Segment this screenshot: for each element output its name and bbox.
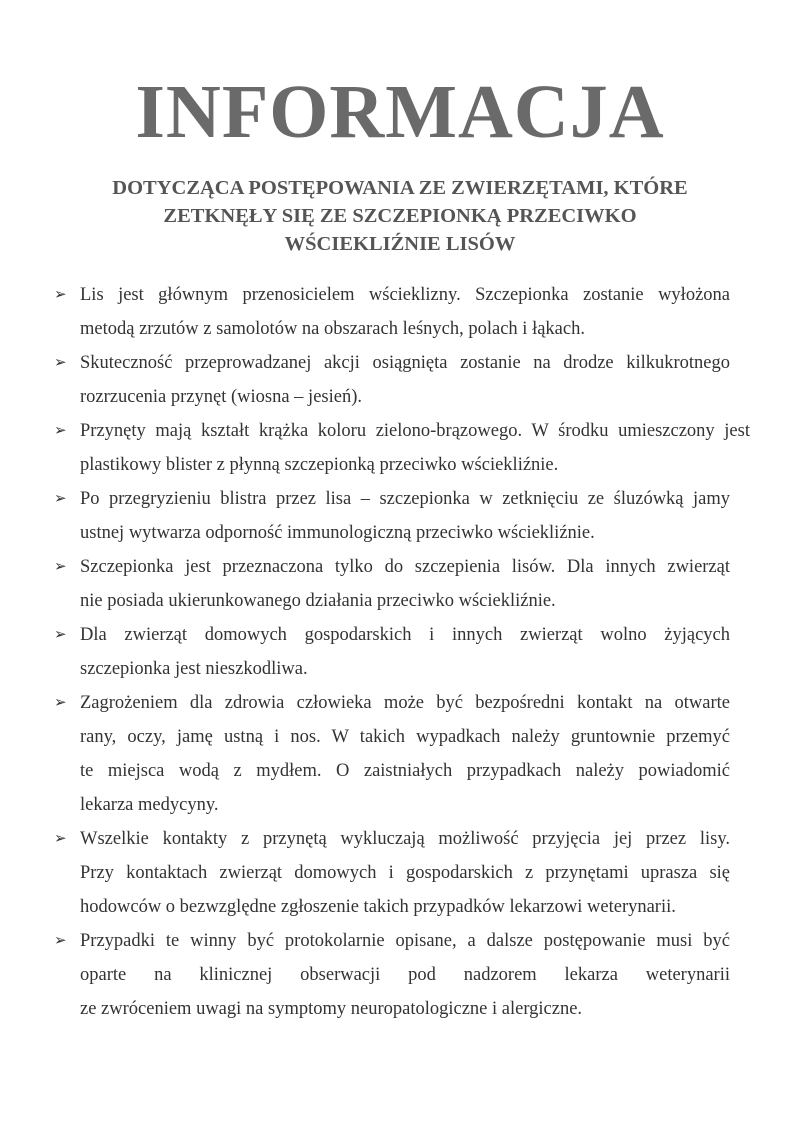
list-item-line: Wszelkie kontakty z przynętą wykluczają możliwość przyjęcia jej przez lisy. — [80, 829, 730, 849]
list-item — [0, 822, 800, 924]
list-item — [0, 618, 800, 686]
list-item-line: ustnej wytwarza odporność immunologiczną przeciwko wściekliźnie. — [80, 523, 595, 543]
list-item — [0, 550, 800, 618]
bullet-list — [0, 278, 800, 1026]
arrowhead-bullet-icon: ➢ — [54, 831, 67, 847]
list-item-line: te miejsca wodą z mydłem. O zaistniałych przypadkach należy powiadomić — [80, 761, 730, 781]
list-item-line: metodą zrzutów z samolotów na obszarach leśnych, polach i łąkach. — [80, 319, 585, 339]
arrowhead-bullet-icon: ➢ — [54, 355, 67, 371]
list-item-line: ze zwróceniem uwagi na symptomy neuropatologiczne i alergiczne. — [80, 999, 583, 1019]
subtitle-line: DOTYCZĄCA POSTĘPOWANIA ZE ZWIERZĘTAMI, KTÓRE — [112, 177, 688, 199]
list-item-line: rany, oczy, jamę ustną i nos. W takich wypadkach należy gruntownie przemyć — [80, 727, 730, 747]
list-item-line: Zagrożeniem dla zdrowia człowieka może być bezpośredni kontakt na otwarte — [80, 693, 730, 713]
document-title: INFORMACJA — [135, 70, 665, 154]
list-item — [0, 924, 800, 1026]
list-item-line: Przynęty mają kształt krążka koloru zielono-brązowego. W środku umieszczony jest — [80, 421, 750, 441]
subtitle-line: ZETKNĘŁY SIĘ ZE SZCZEPIONKĄ PRZECIWKO — [163, 205, 637, 227]
arrowhead-bullet-icon: ➢ — [54, 627, 67, 643]
list-item-line: Skuteczność przeprowadzanej akcji osiągnięta zostanie na drodze kilkukrotnego — [80, 353, 730, 373]
list-item-line: hodowców o bezwzględne zgłoszenie takich przypadków lekarzowi weterynarii. — [80, 897, 676, 917]
list-item — [0, 346, 800, 414]
list-item-line: Po przegryzieniu blistra przez lisa – szczepionka w zetknięciu ze śluzówką jamy — [80, 489, 730, 509]
list-item-line: Przy kontaktach zwierząt domowych i gospodarskich z przynętami uprasza się — [80, 863, 730, 883]
list-item-line: nie posiada ukierunkowanego działania przeciwko wściekliźnie. — [80, 591, 556, 611]
list-item-line: lekarza medycyny. — [80, 795, 219, 815]
list-item-line: oparte na klinicznej obserwacji pod nadzorem lekarza weterynarii — [80, 965, 730, 985]
arrowhead-bullet-icon: ➢ — [54, 559, 67, 575]
list-item — [0, 482, 800, 550]
document-subtitle — [0, 174, 800, 258]
list-item — [0, 278, 800, 346]
arrowhead-bullet-icon: ➢ — [54, 695, 67, 711]
list-item — [0, 414, 800, 482]
list-item-line: Szczepionka jest przeznaczona tylko do szczepienia lisów. Dla innych zwierząt — [80, 557, 730, 577]
list-item-line: rozrzucenia przynęt (wiosna – jesień). — [80, 387, 362, 407]
arrowhead-bullet-icon: ➢ — [54, 491, 67, 507]
list-item — [0, 686, 800, 822]
list-item-line: Lis jest głównym przenosicielem wścieklizny. Szczepionka zostanie wyłożona — [80, 285, 730, 305]
arrowhead-bullet-icon: ➢ — [54, 423, 67, 439]
arrowhead-bullet-icon: ➢ — [54, 287, 67, 303]
list-item-line: Przypadki te winny być protokolarnie opisane, a dalsze postępowanie musi być — [80, 931, 730, 951]
list-item-line: Dla zwierząt domowych gospodarskich i innych zwierząt wolno żyjących — [80, 625, 730, 645]
list-item-line: plastikowy blister z płynną szczepionką przeciwko wściekliźnie. — [80, 455, 559, 475]
arrowhead-bullet-icon: ➢ — [54, 933, 67, 949]
subtitle-line: WŚCIEKLIŹNIE LISÓW — [284, 233, 516, 255]
list-item-line: szczepionka jest nieszkodliwa. — [80, 659, 308, 679]
